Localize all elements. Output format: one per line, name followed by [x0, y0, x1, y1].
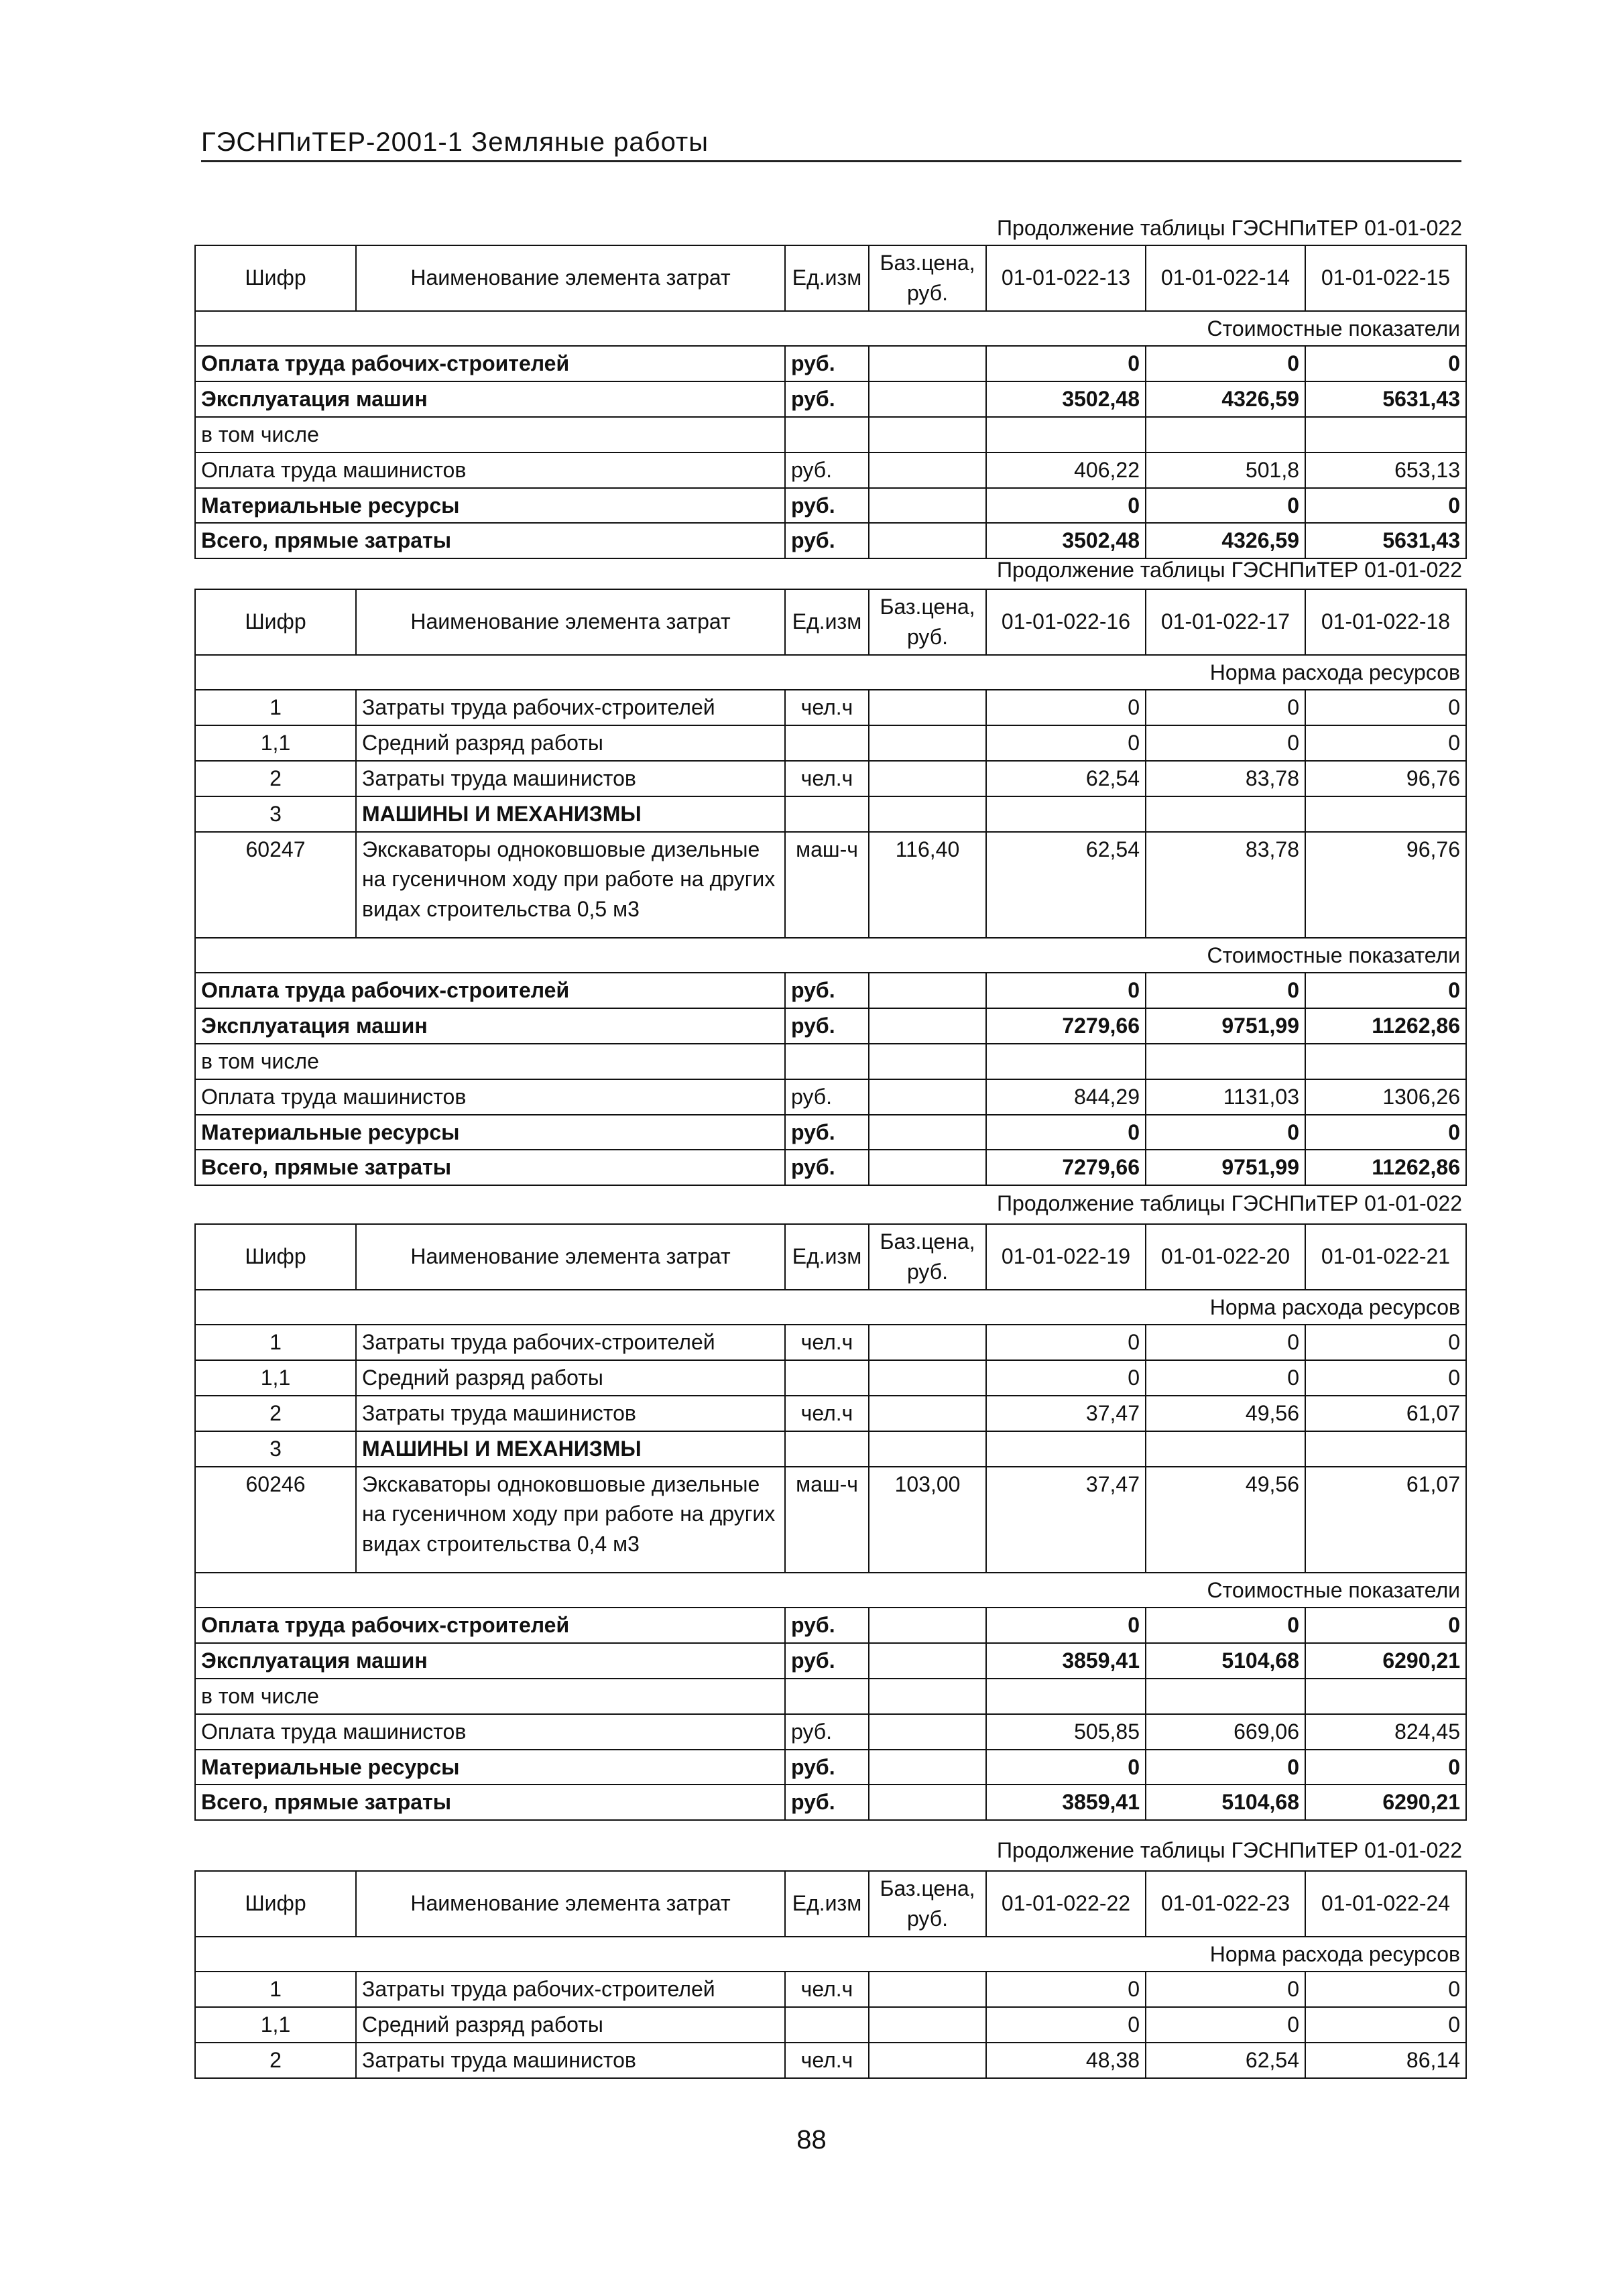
resource-name: Затраты труда рабочих-строителей: [356, 1325, 785, 1360]
resource-value: [1305, 1431, 1466, 1467]
resource-value: 96,76: [1305, 761, 1466, 796]
resource-code: 1: [195, 1325, 356, 1360]
resource-unit: чел.ч: [785, 690, 869, 725]
header-name: Наименование элемента затрат: [356, 589, 785, 655]
resource-value: 37,47: [986, 1396, 1146, 1431]
cost-value: 0: [1305, 973, 1466, 1008]
resource-value: [986, 1431, 1146, 1467]
resource-price: [869, 796, 986, 832]
cost-value: [1305, 417, 1466, 452]
header-unit: Ед.изм: [785, 589, 869, 655]
cost-price: [869, 1008, 986, 1044]
cost-value: 7279,66: [986, 1150, 1146, 1185]
header-shifr: Шифр: [195, 1871, 356, 1937]
resource-row: [195, 796, 1466, 832]
cost-value: 669,06: [1146, 1714, 1305, 1750]
section-row: [195, 1573, 1466, 1608]
header-shifr: Шифр: [195, 245, 356, 311]
cost-label: Всего, прямые затраты: [195, 523, 785, 558]
cost-price: [869, 1115, 986, 1150]
resource-row: [195, 1396, 1466, 1431]
cost-value: 5104,68: [1146, 1785, 1305, 1820]
resource-price: [869, 1325, 986, 1360]
resource-row: [195, 832, 1466, 938]
resource-unit: [785, 2007, 869, 2043]
cost-label: в том числе: [195, 1044, 785, 1079]
resource-value: 0: [986, 725, 1146, 761]
cost-value: 0: [986, 1115, 1146, 1150]
resource-value: 0: [986, 1360, 1146, 1396]
header-code: 01-01-022-22: [986, 1871, 1146, 1937]
cost-value: 7279,66: [986, 1008, 1146, 1044]
resource-price: [869, 2007, 986, 2043]
cost-label: Оплата труда машинистов: [195, 1079, 785, 1115]
header-code: 01-01-022-21: [1305, 1224, 1466, 1290]
header-code: 01-01-022-19: [986, 1224, 1146, 1290]
resource-price: [869, 690, 986, 725]
cost-row: [195, 452, 1466, 488]
resource-price: [869, 1360, 986, 1396]
cost-value: 0: [1146, 346, 1305, 381]
cost-row: [195, 1750, 1466, 1785]
resource-unit: чел.ч: [785, 1972, 869, 2007]
cost-price: [869, 381, 986, 417]
resource-price: 116,40: [869, 832, 986, 938]
cost-row: [195, 1115, 1466, 1150]
resource-row: [195, 1360, 1466, 1396]
cost-unit: руб.: [785, 1008, 869, 1044]
resource-value: 48,38: [986, 2043, 1146, 2078]
resource-value: 49,56: [1146, 1467, 1305, 1573]
cost-unit: руб.: [785, 1785, 869, 1820]
cost-value: 0: [986, 1750, 1146, 1785]
resource-code: 1: [195, 690, 356, 725]
cost-unit: руб.: [785, 1750, 869, 1785]
section-stoimost: Стоимостные показатели: [195, 938, 1466, 973]
cost-row: [195, 1785, 1466, 1820]
cost-label: Оплата труда рабочих-строителей: [195, 1608, 785, 1643]
resource-value: 0: [1146, 1972, 1305, 2007]
resource-value: 0: [1305, 1360, 1466, 1396]
header-code: 01-01-022-23: [1146, 1871, 1305, 1937]
resource-value: 86,14: [1305, 2043, 1466, 2078]
cost-row: [195, 1150, 1466, 1185]
cost-price: [869, 1044, 986, 1079]
resource-value: 0: [1146, 1360, 1305, 1396]
header-row: [195, 1224, 1466, 1290]
resource-row: [195, 2007, 1466, 2043]
cost-value: 3859,41: [986, 1785, 1146, 1820]
header-shifr: Шифр: [195, 1224, 356, 1290]
resource-value: 62,54: [986, 761, 1146, 796]
cost-price: [869, 488, 986, 524]
cost-price: [869, 452, 986, 488]
cost-value: 3502,48: [986, 523, 1146, 558]
page-header: ГЭСНПиТЕР-2001-1 Земляные работы: [201, 127, 1461, 162]
cost-value: 0: [1146, 488, 1305, 524]
cost-row: [195, 346, 1466, 381]
header-name: Наименование элемента затрат: [356, 1224, 785, 1290]
resource-value: 0: [986, 1325, 1146, 1360]
resource-code: 3: [195, 1431, 356, 1467]
resource-price: [869, 1396, 986, 1431]
cost-value: 4326,59: [1146, 381, 1305, 417]
resource-value: 0: [1146, 725, 1305, 761]
header-unit: Ед.изм: [785, 1871, 869, 1937]
header-code: 01-01-022-20: [1146, 1224, 1305, 1290]
resource-unit: маш-ч: [785, 832, 869, 938]
cost-label: Оплата труда машинистов: [195, 1714, 785, 1750]
cost-value: 0: [986, 488, 1146, 524]
resource-row: [195, 1972, 1466, 2007]
section-row: [195, 311, 1466, 347]
resource-value: 61,07: [1305, 1396, 1466, 1431]
cost-unit: руб.: [785, 523, 869, 558]
cost-unit: [785, 1679, 869, 1714]
cost-unit: руб.: [785, 1079, 869, 1115]
section-row: [195, 655, 1466, 690]
resource-name: Средний разряд работы: [356, 725, 785, 761]
cost-price: [869, 523, 986, 558]
resource-value: 83,78: [1146, 761, 1305, 796]
section-norma: Норма расхода ресурсов: [195, 655, 1466, 690]
resource-unit: маш-ч: [785, 1467, 869, 1573]
cost-label: Эксплуатация машин: [195, 381, 785, 417]
cost-label: Всего, прямые затраты: [195, 1150, 785, 1185]
cost-row: [195, 973, 1466, 1008]
resource-value: [1146, 1431, 1305, 1467]
resource-code: 1,1: [195, 2007, 356, 2043]
resource-name: Средний разряд работы: [356, 1360, 785, 1396]
cost-value: [1305, 1679, 1466, 1714]
header-name: Наименование элемента затрат: [356, 245, 785, 311]
header-row: [195, 589, 1466, 655]
cost-value: 0: [1305, 488, 1466, 524]
resource-value: 49,56: [1146, 1396, 1305, 1431]
cost-unit: руб.: [785, 346, 869, 381]
resource-unit: чел.ч: [785, 2043, 869, 2078]
resource-value: 37,47: [986, 1467, 1146, 1573]
header-unit: Ед.изм: [785, 245, 869, 311]
resource-name: Экскаваторы одноковшовые дизельные на гусеничном ходу при работе на других видах строительства 0,4 м3: [356, 1467, 785, 1573]
cost-label: Эксплуатация машин: [195, 1008, 785, 1044]
resource-unit: чел.ч: [785, 1396, 869, 1431]
cost-value: 5631,43: [1305, 523, 1466, 558]
resource-name: МАШИНЫ И МЕХАНИЗМЫ: [356, 1431, 785, 1467]
cost-value: 6290,21: [1305, 1785, 1466, 1820]
header-code: 01-01-022-24: [1305, 1871, 1466, 1937]
cost-price: [869, 1785, 986, 1820]
cost-price: [869, 1150, 986, 1185]
header-code: 01-01-022-17: [1146, 589, 1305, 655]
cost-value: 5104,68: [1146, 1643, 1305, 1679]
resource-row: [195, 761, 1466, 796]
resource-name: Затраты труда рабочих-строителей: [356, 1972, 785, 2007]
estimate-table-2: [194, 589, 1467, 1186]
header-code: 01-01-022-14: [1146, 245, 1305, 311]
resource-price: 103,00: [869, 1467, 986, 1573]
header-unit: Ед.изм: [785, 1224, 869, 1290]
resource-name: Затраты труда машинистов: [356, 1396, 785, 1431]
resource-value: 0: [986, 2007, 1146, 2043]
continuation-caption-3: Продолжение таблицы ГЭСНПиТЕР 01-01-022: [997, 1191, 1462, 1215]
section-norma: Норма расхода ресурсов: [195, 1290, 1466, 1325]
resource-price: [869, 2043, 986, 2078]
header-row: [195, 245, 1466, 311]
resource-code: 3: [195, 796, 356, 832]
cost-value: 3859,41: [986, 1643, 1146, 1679]
cost-value: 0: [1305, 1750, 1466, 1785]
resource-value: [986, 796, 1146, 832]
header-price: Баз.цена, руб.: [869, 1871, 986, 1937]
section-row: [195, 1937, 1466, 1972]
cost-value: 505,85: [986, 1714, 1146, 1750]
cost-unit: руб.: [785, 1150, 869, 1185]
cost-value: 0: [1146, 1115, 1305, 1150]
cost-label: в том числе: [195, 417, 785, 452]
resource-value: 62,54: [1146, 2043, 1305, 2078]
resource-price: [869, 1972, 986, 2007]
cost-value: 0: [1146, 973, 1305, 1008]
cost-price: [869, 1679, 986, 1714]
cost-row: [195, 1008, 1466, 1044]
resource-value: 0: [1305, 725, 1466, 761]
cost-value: 3502,48: [986, 381, 1146, 417]
cost-unit: руб.: [785, 381, 869, 417]
cost-row: [195, 523, 1466, 558]
resource-unit: чел.ч: [785, 761, 869, 796]
header-price: Баз.цена, руб.: [869, 589, 986, 655]
section-stoimost: Стоимостные показатели: [195, 311, 1466, 347]
continuation-caption-2: Продолжение таблицы ГЭСНПиТЕР 01-01-022: [997, 558, 1462, 582]
cost-unit: [785, 417, 869, 452]
resource-unit: [785, 1360, 869, 1396]
resource-code: 1,1: [195, 1360, 356, 1396]
resource-value: 61,07: [1305, 1467, 1466, 1573]
page-number: 88: [796, 2125, 827, 2155]
resource-value: 0: [1305, 1325, 1466, 1360]
cost-value: 0: [986, 973, 1146, 1008]
header-price: Баз.цена, руб.: [869, 1224, 986, 1290]
cost-unit: руб.: [785, 452, 869, 488]
header-row: [195, 1871, 1466, 1937]
resource-value: 0: [1305, 1972, 1466, 2007]
resource-value: 0: [986, 690, 1146, 725]
cost-value: [1146, 1044, 1305, 1079]
cost-label: Эксплуатация машин: [195, 1643, 785, 1679]
header-code: 01-01-022-18: [1305, 589, 1466, 655]
cost-value: 9751,99: [1146, 1150, 1305, 1185]
resource-row: [195, 1325, 1466, 1360]
resource-value: 83,78: [1146, 832, 1305, 938]
header-name: Наименование элемента затрат: [356, 1871, 785, 1937]
resource-price: [869, 1431, 986, 1467]
cost-value: 1131,03: [1146, 1079, 1305, 1115]
section-stoimost: Стоимостные показатели: [195, 1573, 1466, 1608]
resource-code: 1: [195, 1972, 356, 2007]
cost-value: 0: [986, 346, 1146, 381]
cost-price: [869, 1750, 986, 1785]
cost-label: Материальные ресурсы: [195, 1115, 785, 1150]
cost-value: 0: [1146, 1750, 1305, 1785]
cost-value: 0: [1146, 1608, 1305, 1643]
resource-value: 0: [1146, 1325, 1305, 1360]
cost-row: [195, 1608, 1466, 1643]
resource-value: 0: [1305, 2007, 1466, 2043]
resource-value: [1146, 796, 1305, 832]
header-code: 01-01-022-15: [1305, 245, 1466, 311]
resource-code: 2: [195, 761, 356, 796]
cost-price: [869, 1643, 986, 1679]
estimate-table-4: [194, 1870, 1467, 2079]
cost-value: 653,13: [1305, 452, 1466, 488]
resource-value: 96,76: [1305, 832, 1466, 938]
cost-value: 501,8: [1146, 452, 1305, 488]
cost-price: [869, 346, 986, 381]
cost-label: Материальные ресурсы: [195, 488, 785, 524]
cost-row: [195, 1044, 1466, 1079]
cost-value: 0: [1305, 1608, 1466, 1643]
continuation-caption-4: Продолжение таблицы ГЭСНПиТЕР 01-01-022: [997, 1838, 1462, 1862]
section-row: [195, 938, 1466, 973]
cost-value: [986, 1679, 1146, 1714]
cost-unit: руб.: [785, 1643, 869, 1679]
cost-value: 11262,86: [1305, 1008, 1466, 1044]
cost-value: 4326,59: [1146, 523, 1305, 558]
cost-unit: руб.: [785, 488, 869, 524]
section-row: [195, 1290, 1466, 1325]
cost-row: [195, 488, 1466, 524]
resource-name: Средний разряд работы: [356, 2007, 785, 2043]
resource-name: Экскаваторы одноковшовые дизельные на гусеничном ходу при работе на других видах строительства 0,5 м3: [356, 832, 785, 938]
resource-row: [195, 1467, 1466, 1573]
resource-value: 0: [1146, 690, 1305, 725]
header-code: 01-01-022-13: [986, 245, 1146, 311]
resource-row: [195, 2043, 1466, 2078]
cost-row: [195, 1643, 1466, 1679]
resource-code: 60247: [195, 832, 356, 938]
cost-value: 0: [1305, 346, 1466, 381]
cost-price: [869, 1079, 986, 1115]
resource-price: [869, 725, 986, 761]
cost-label: Оплата труда рабочих-строителей: [195, 973, 785, 1008]
resource-name: Затраты труда рабочих-строителей: [356, 690, 785, 725]
resource-value: [1305, 796, 1466, 832]
cost-value: 1306,26: [1305, 1079, 1466, 1115]
resource-name: МАШИНЫ И МЕХАНИЗМЫ: [356, 796, 785, 832]
cost-label: в том числе: [195, 1679, 785, 1714]
cost-unit: [785, 1044, 869, 1079]
cost-row: [195, 1679, 1466, 1714]
cost-value: 0: [986, 1608, 1146, 1643]
header-price: Баз.цена, руб.: [869, 245, 986, 311]
continuation-caption-1: Продолжение таблицы ГЭСНПиТЕР 01-01-022: [997, 216, 1462, 240]
cost-value: [1146, 417, 1305, 452]
cost-unit: руб.: [785, 973, 869, 1008]
resource-price: [869, 761, 986, 796]
cost-unit: руб.: [785, 1115, 869, 1150]
resource-code: 2: [195, 2043, 356, 2078]
cost-price: [869, 1714, 986, 1750]
cost-label: Оплата труда рабочих-строителей: [195, 346, 785, 381]
cost-row: [195, 1714, 1466, 1750]
cost-row: [195, 417, 1466, 452]
resource-unit: чел.ч: [785, 1325, 869, 1360]
cost-value: 6290,21: [1305, 1643, 1466, 1679]
resource-unit: [785, 796, 869, 832]
resource-value: 62,54: [986, 832, 1146, 938]
section-norma: Норма расхода ресурсов: [195, 1937, 1466, 1972]
cost-label: Материальные ресурсы: [195, 1750, 785, 1785]
resource-value: 0: [1305, 690, 1466, 725]
cost-value: 11262,86: [1305, 1150, 1466, 1185]
resource-value: 0: [986, 1972, 1146, 2007]
cost-value: [1305, 1044, 1466, 1079]
header-code: 01-01-022-16: [986, 589, 1146, 655]
cost-unit: руб.: [785, 1714, 869, 1750]
resource-row: [195, 725, 1466, 761]
resource-code: 2: [195, 1396, 356, 1431]
cost-value: [986, 1044, 1146, 1079]
resource-name: Затраты труда машинистов: [356, 2043, 785, 2078]
estimate-table-1: [194, 245, 1467, 559]
cost-label: Всего, прямые затраты: [195, 1785, 785, 1820]
cost-value: 9751,99: [1146, 1008, 1305, 1044]
estimate-table-3: [194, 1223, 1467, 1821]
cost-value: 844,29: [986, 1079, 1146, 1115]
header-shifr: Шифр: [195, 589, 356, 655]
cost-value: 5631,43: [1305, 381, 1466, 417]
cost-value: 406,22: [986, 452, 1146, 488]
cost-value: 824,45: [1305, 1714, 1466, 1750]
cost-price: [869, 1608, 986, 1643]
resource-value: 0: [1146, 2007, 1305, 2043]
cost-value: [1146, 1679, 1305, 1714]
resource-code: 1,1: [195, 725, 356, 761]
resource-row: [195, 1431, 1466, 1467]
cost-price: [869, 417, 986, 452]
resource-unit: [785, 725, 869, 761]
cost-label: Оплата труда машинистов: [195, 452, 785, 488]
cost-unit: руб.: [785, 1608, 869, 1643]
cost-row: [195, 1079, 1466, 1115]
resource-unit: [785, 1431, 869, 1467]
cost-value: [986, 417, 1146, 452]
resource-row: [195, 690, 1466, 725]
cost-row: [195, 381, 1466, 417]
resource-name: Затраты труда машинистов: [356, 761, 785, 796]
cost-price: [869, 973, 986, 1008]
cost-value: 0: [1305, 1115, 1466, 1150]
resource-code: 60246: [195, 1467, 356, 1573]
